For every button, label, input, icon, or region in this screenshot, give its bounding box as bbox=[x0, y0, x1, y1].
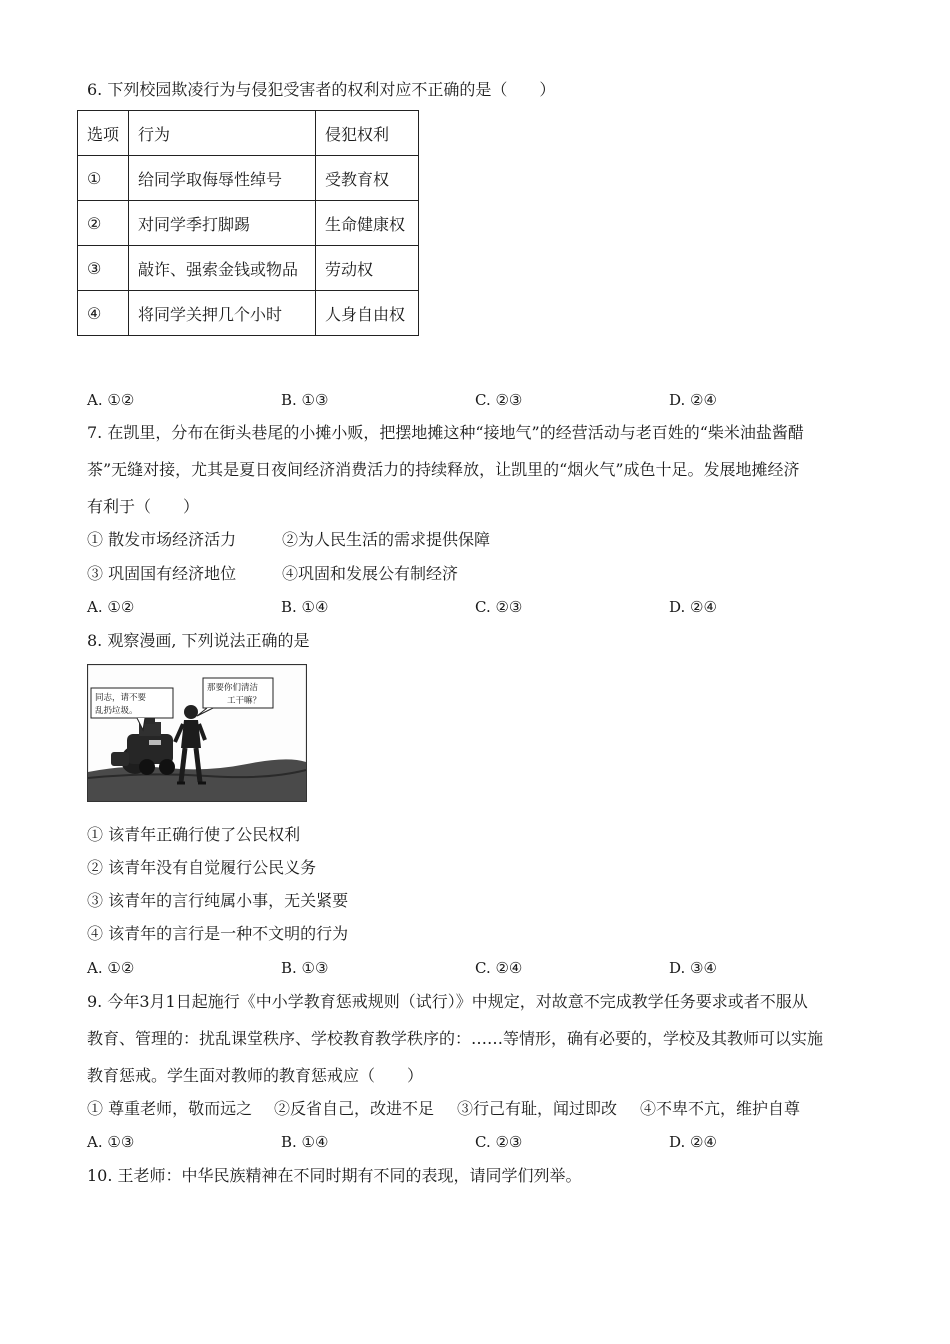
q9-line-2: 教育、管理的：扰乱课堂秩序、学校教育教学秩序的：……等情形，确有必要的，学校及其教师可以实施 bbox=[87, 1029, 824, 1048]
q7-line-2: 茶”无缝对接，尤其是夏日夜间经济消费活力的持续释放，让凯里的“烟火气”成色十足。发展地摊经济 bbox=[87, 460, 800, 479]
table-cell: 将同学关押几个小时 bbox=[129, 291, 316, 336]
option-d: D. ②④ bbox=[669, 598, 717, 616]
q7-items-row-2 bbox=[87, 564, 459, 584]
table-cell: ③ bbox=[78, 246, 129, 291]
table-row bbox=[78, 156, 419, 201]
option-a: A. ①② bbox=[87, 391, 135, 409]
table-header-cell: 选项 bbox=[78, 111, 129, 156]
option-a: A. ①② bbox=[87, 598, 135, 616]
q6-table bbox=[77, 110, 419, 336]
table-cell: 对同学季打脚踢 bbox=[129, 201, 316, 246]
q7-item-3: ③ 巩固国有经济地位 bbox=[87, 564, 237, 583]
q7-item-4: ④巩固和发展公有制经济 bbox=[282, 564, 459, 583]
table-cell: 劳动权 bbox=[316, 246, 419, 291]
option-b: B. ①④ bbox=[281, 598, 329, 616]
option-d: D. ②④ bbox=[669, 1133, 717, 1151]
table-header-row bbox=[78, 111, 419, 156]
q8-item-2: ② 该青年没有自觉履行公民义务 bbox=[87, 858, 317, 877]
table-cell: ① bbox=[78, 156, 129, 201]
q9-options bbox=[87, 1132, 867, 1152]
option-d: D. ②④ bbox=[669, 391, 717, 409]
q9-item-4: ④不卑不亢，维护自尊 bbox=[640, 1099, 801, 1118]
table-cell: 人身自由权 bbox=[316, 291, 419, 336]
table-cell: ② bbox=[78, 201, 129, 246]
bubble-right-line-1: 那要你们清洁 bbox=[207, 683, 259, 693]
option-c: C. ②④ bbox=[475, 959, 523, 977]
table-header-cell: 侵犯权利 bbox=[316, 111, 419, 156]
option-c: C. ②③ bbox=[475, 1133, 523, 1151]
table-row bbox=[78, 201, 419, 246]
q9-items bbox=[87, 1099, 801, 1119]
q9-item-3: ③行己有耻，闻过即改 bbox=[457, 1099, 618, 1118]
q9-item-1: ① 尊重老师，敬而远之 bbox=[87, 1099, 253, 1118]
table-cell: 给同学取侮辱性绰号 bbox=[129, 156, 316, 201]
q8-stem: 8. 观察漫画, 下列说法正确的是 bbox=[87, 631, 310, 650]
cartoon-image bbox=[87, 664, 307, 802]
option-a: A. ①② bbox=[87, 959, 135, 977]
q7-options bbox=[87, 597, 867, 617]
q7-line-3: 有利于（ ） bbox=[87, 497, 200, 516]
option-b: B. ①③ bbox=[281, 959, 329, 977]
table-header-cell: 行为 bbox=[129, 111, 316, 156]
q6-stem: 6. 下列校园欺凌行为与侵犯受害者的权利对应不正确的是（ ） bbox=[87, 80, 556, 99]
table-cell: 受教育权 bbox=[316, 156, 419, 201]
q7-line-1: 7. 在凯里，分布在街头巷尾的小摊小贩，把摆地摊这种“接地气”的经营活动与老百姓的“柴米油盐酱醋 bbox=[87, 423, 804, 442]
q7-items-row-1 bbox=[87, 530, 491, 550]
q8-item-4: ④ 该青年的言行是一种不文明的行为 bbox=[87, 924, 349, 943]
table-cell: ④ bbox=[78, 291, 129, 336]
q9-line-1: 9. 今年3月1日起施行《中小学教育惩戒规则（试行）》中规定，对故意不完成教学任务要求或者不服从 bbox=[87, 992, 808, 1011]
q8-item-1: ① 该青年正确行使了公民权利 bbox=[87, 825, 301, 844]
option-d: D. ③④ bbox=[669, 959, 717, 977]
option-b: B. ①④ bbox=[281, 1133, 329, 1151]
bubble-left-line-2: 乱扔垃圾。 bbox=[95, 706, 138, 716]
q9-item-2: ②反省自己，改进不足 bbox=[274, 1099, 435, 1118]
bubble-left-line-1: 同志，请不要 bbox=[95, 693, 147, 703]
table-row bbox=[78, 246, 419, 291]
table-cell: 生命健康权 bbox=[316, 201, 419, 246]
bubble-right-line-2: 工干嘛？ bbox=[227, 696, 262, 706]
q9-line-3: 教育惩戒。学生面对教师的教育惩戒应（ ） bbox=[87, 1066, 424, 1085]
q10-stem: 10. 王老师：中华民族精神在不同时期有不同的表现，请同学们列举。 bbox=[87, 1166, 582, 1185]
option-a: A. ①③ bbox=[87, 1133, 135, 1151]
q7-item-1: ① 散发市场经济活力 bbox=[87, 530, 237, 549]
option-b: B. ①③ bbox=[281, 391, 329, 409]
q8-options bbox=[87, 958, 867, 978]
option-c: C. ②③ bbox=[475, 391, 523, 409]
q7-item-2: ②为人民生活的需求提供保障 bbox=[282, 530, 491, 549]
q6-options bbox=[87, 390, 867, 410]
table-row bbox=[78, 291, 419, 336]
option-c: C. ②③ bbox=[475, 598, 523, 616]
q8-item-3: ③ 该青年的言行纯属小事，无关紧要 bbox=[87, 891, 349, 910]
table-cell: 敲诈、强索金钱或物品 bbox=[129, 246, 316, 291]
